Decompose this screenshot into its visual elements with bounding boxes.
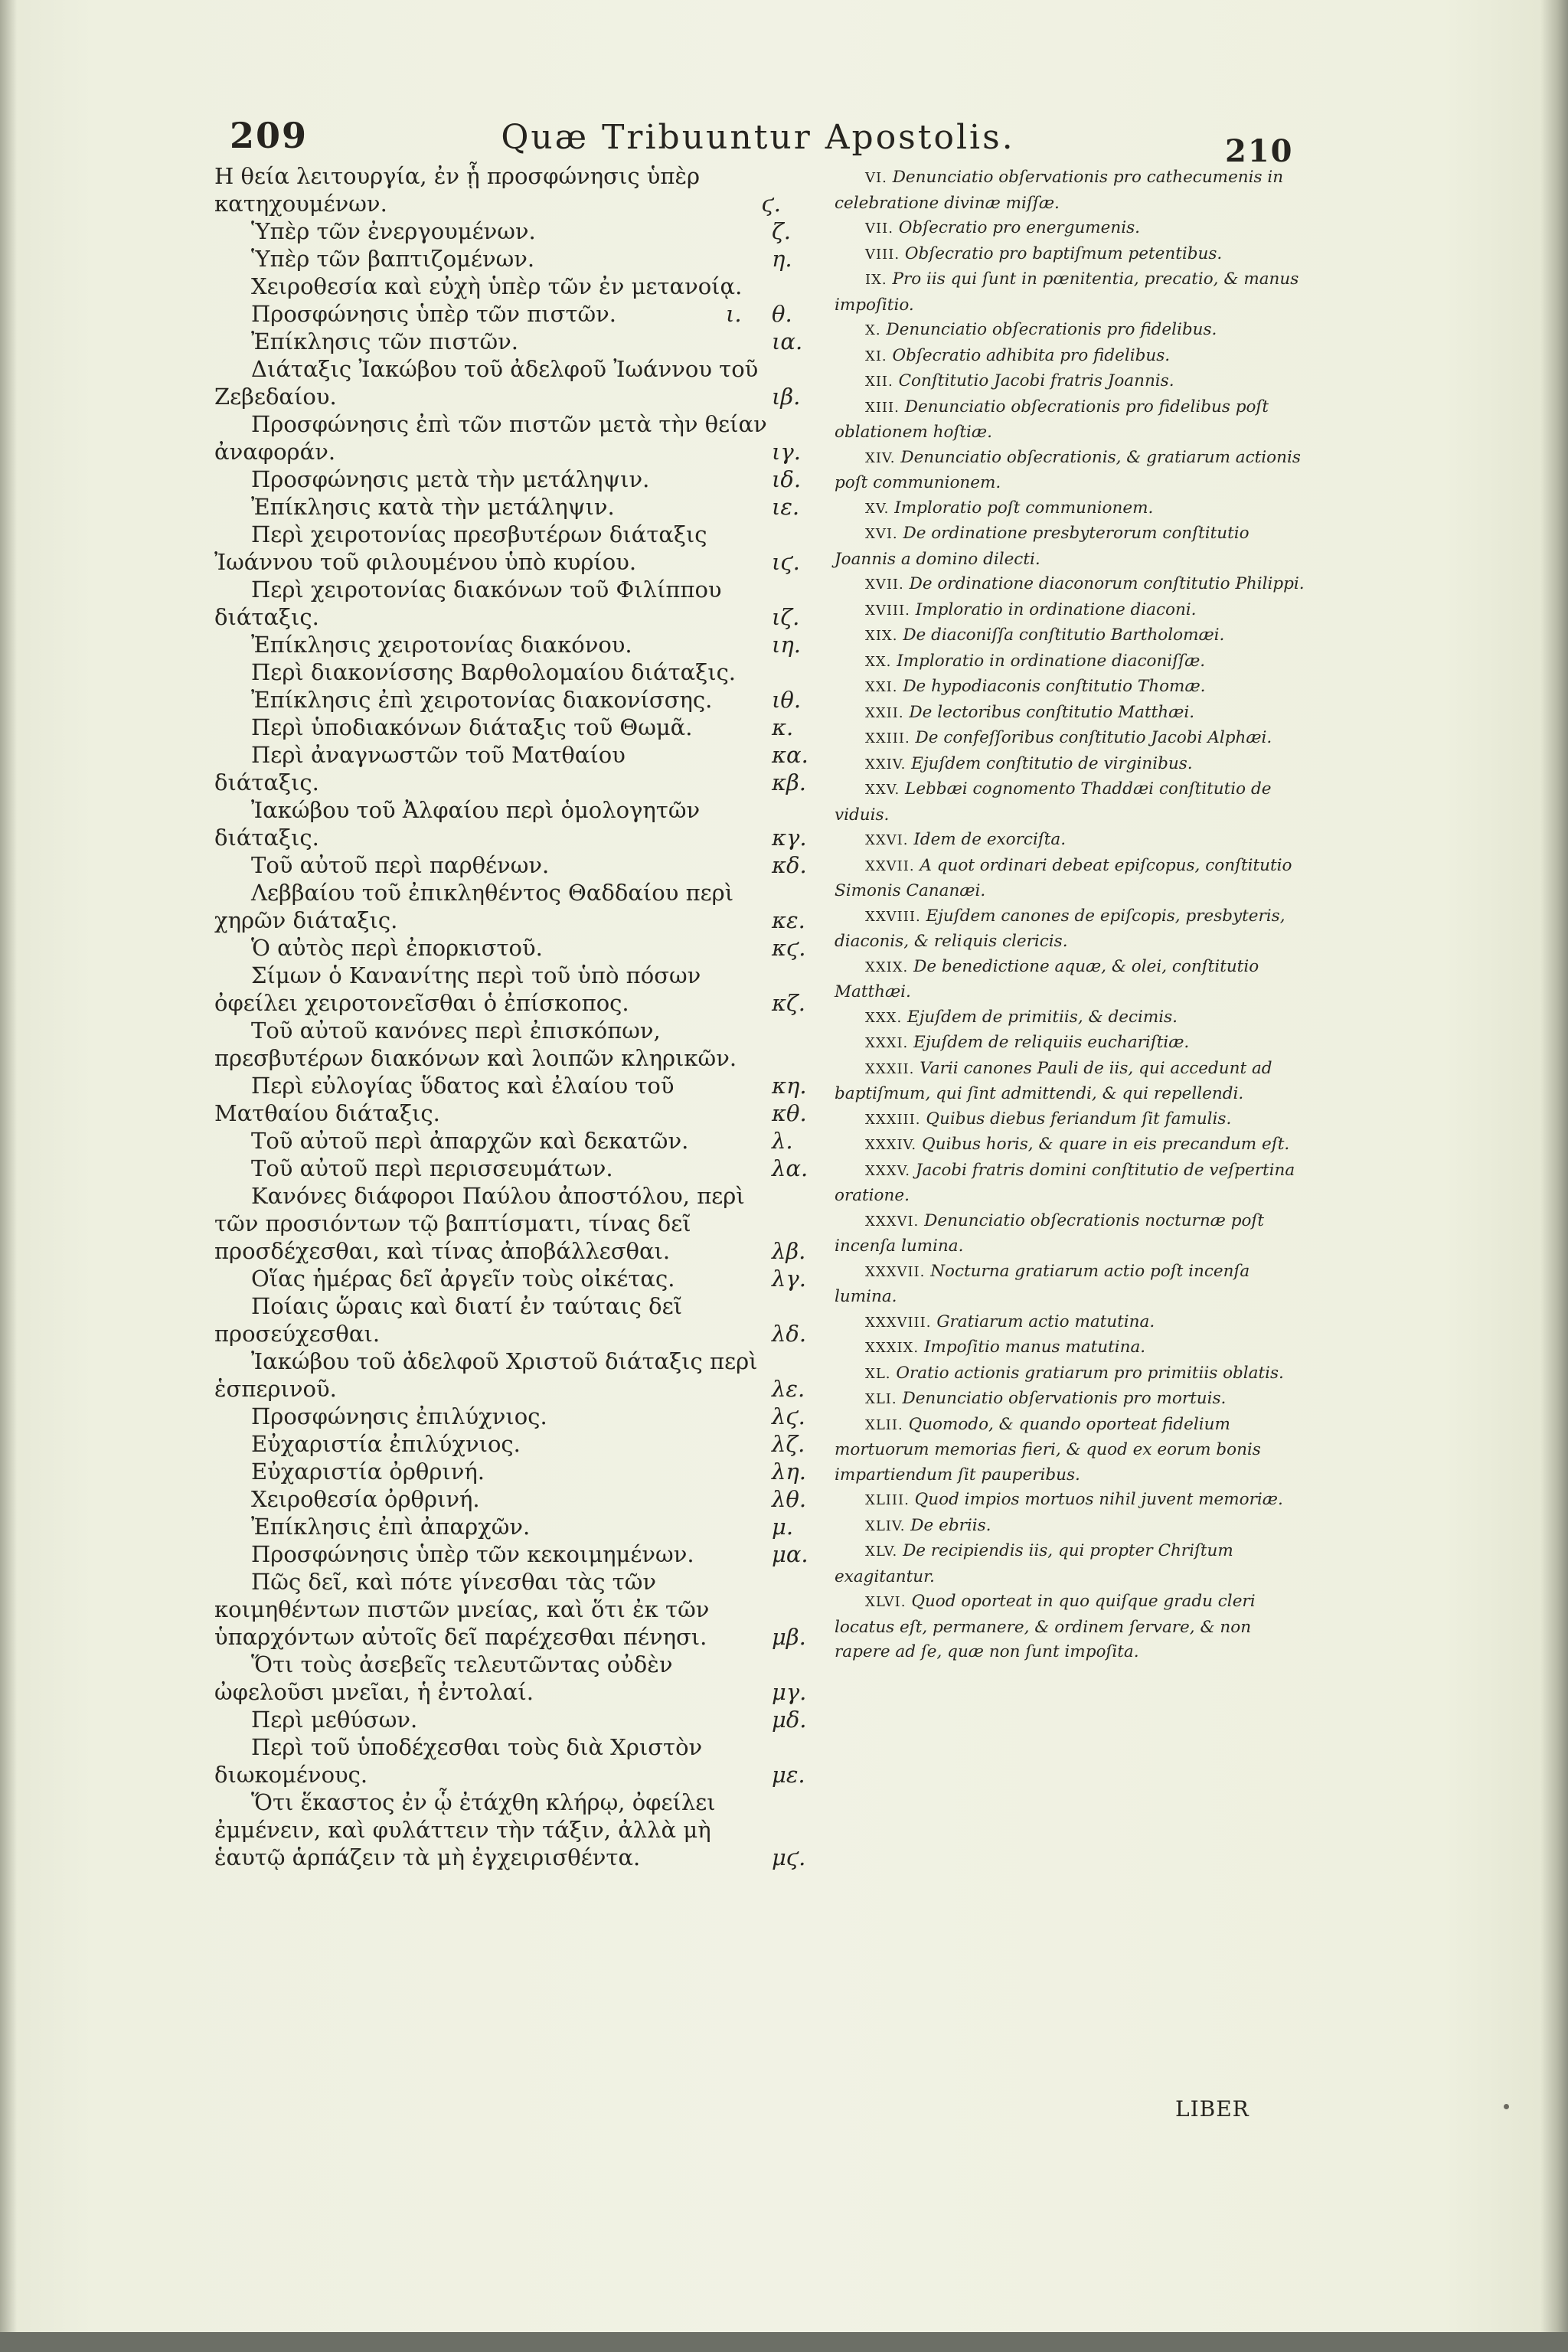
greek-entry-number: μδ. xyxy=(772,1707,807,1733)
greek-entry xyxy=(214,217,791,245)
greek-entry xyxy=(214,410,801,466)
latin-entry-text: Lebbæi cognomento Thaddæi conſtitutio de viduis. xyxy=(835,779,1272,825)
latin-entry xyxy=(835,623,1309,649)
greek-entry xyxy=(214,1568,806,1651)
greek-entry-number: μα. xyxy=(772,1541,808,1567)
latin-entry xyxy=(835,1031,1309,1057)
greek-entry xyxy=(214,1017,807,1099)
latin-entry-text: De hypodiaconis conſtitutio Thomæ. xyxy=(903,677,1206,696)
latin-entry xyxy=(835,752,1309,778)
latin-entry-number: XVIII. xyxy=(865,602,910,619)
greek-entry-text: Ἐπίκλησις χειροτονίας διακόνου. xyxy=(251,632,632,658)
page-edge xyxy=(1540,0,1568,2352)
latin-entry-text: Ejuſdem de reliquiis euchariſtiæ. xyxy=(913,1033,1190,1052)
latin-entry-number: XII. xyxy=(865,374,893,390)
latin-entry-number: XXXVII. xyxy=(865,1263,926,1280)
latin-entry xyxy=(835,1310,1309,1336)
greek-entry xyxy=(214,714,808,768)
latin-entry-text: Quibus horis, & quare in eis precandum eſt. xyxy=(921,1135,1290,1154)
greek-entry-text: Περὶ χειροτονίας πρεσβυτέρων διάταξις Ἰωάννου τοῦ φιλουμένου ὑπὸ κυρίου. xyxy=(214,521,707,575)
greek-entry-number: κβ. xyxy=(772,769,807,795)
greek-entry-number: κε. xyxy=(772,907,805,933)
greek-entry-number: ιη. xyxy=(772,632,801,658)
latin-entry-text: Denunciatio obſervationis pro cathecumenis in celebratione divinæ miſſæ. xyxy=(835,168,1284,213)
greek-entry xyxy=(214,1706,807,1733)
running-title: Quæ Tribuuntur Apostolis. xyxy=(501,118,1015,157)
latin-entry xyxy=(835,1209,1309,1259)
greek-entry-text: Ἐπίκλησις τῶν πιστῶν. xyxy=(251,328,518,354)
latin-entry-text: De diaconiſſa conſtitutio Bartholomæi. xyxy=(903,626,1225,645)
greek-entry-text: Εὐχαριστία ὀρθρινή. xyxy=(251,1459,485,1485)
greek-entry-number: λβ. xyxy=(772,1238,806,1264)
greek-entry-number: κζ. xyxy=(772,990,805,1016)
greek-entry-text: Ἰακώβου τοῦ Ἀλφαίου περὶ ὁμολογητῶν διάταξις. xyxy=(214,797,701,851)
latin-entry xyxy=(835,955,1309,1005)
latin-entry-number: XIV. xyxy=(865,449,896,466)
latin-entry xyxy=(835,598,1309,624)
greek-entry-text: Ἐπίκλησις ἐπὶ χειροτονίας διακονίσσης. xyxy=(251,687,713,713)
greek-entry-number: λη. xyxy=(772,1459,806,1485)
latin-entry-text: Ejuſdem conſtitutio de virginibus. xyxy=(911,753,1193,773)
greek-entry-text: Ἰακώβου τοῦ ἀδελφοῦ Χριστοῦ διάταξις περὶ ἑσπερινοῦ. xyxy=(214,1348,758,1402)
greek-entry xyxy=(214,576,800,631)
latin-entry-number: XLII. xyxy=(865,1416,903,1433)
latin-entry-text: Ejuſdem de primitiis, & decimis. xyxy=(907,1007,1178,1027)
greek-entry-number: ζ. xyxy=(772,218,791,244)
greek-entry-number: λ. xyxy=(772,1128,793,1154)
greek-entry-text: Προσφώνησις ὑπὲρ τῶν κεκοιμημένων. xyxy=(251,1541,694,1567)
greek-entry xyxy=(214,1292,807,1348)
greek-entry-number: με. xyxy=(772,1762,805,1788)
greek-entry xyxy=(214,962,805,1017)
latin-column xyxy=(835,165,1309,1665)
greek-entry-number: λε. xyxy=(772,1376,805,1402)
latin-entry xyxy=(835,242,1309,268)
greek-entry-number: κη. xyxy=(772,1073,807,1099)
latin-entry-text: A quot ordinari debeat epiſcopus, conſtitutio Simonis Cananæi. xyxy=(835,855,1292,900)
latin-entry-number: XXXVI. xyxy=(865,1213,920,1230)
greek-entry-text: Περὶ χειροτονίας διακόνων τοῦ Φιλίππου διάταξις. xyxy=(214,577,722,630)
latin-entry-text: De recipiendis iis, qui propter Chriſtum exagitantur. xyxy=(835,1541,1233,1586)
greek-entry-number: λα. xyxy=(772,1155,808,1181)
greek-entry xyxy=(214,466,802,493)
latin-entry-number: XXI. xyxy=(865,679,898,695)
greek-entry-text: Προσφώνησις μετὰ τὴν μετάληψιν. xyxy=(251,466,650,492)
greek-entry xyxy=(214,1348,805,1403)
greek-entry-number: λδ. xyxy=(772,1321,807,1347)
latin-entry-text: Obſecratio pro baptiſmum petentibus. xyxy=(904,243,1223,263)
greek-entry-text: Προσφώνησις ἐπιλύχνιος. xyxy=(251,1403,547,1429)
greek-entry xyxy=(214,934,806,962)
latin-entry-text: De ordinatione presbyterorum conſtitutio Joannis a domino dilecti. xyxy=(835,524,1250,569)
latin-entry-number: XIII. xyxy=(865,399,900,416)
greek-entry-text: Περὶ τοῦ ὑποδέχεσθαι τοὺς διὰ Χριστὸν διωκομένους. xyxy=(214,1734,703,1788)
greek-entry-text: Ὑπὲρ τῶν ἐνεργουμένων. xyxy=(251,218,536,244)
latin-entry-text: Quod oporteat in quo quiſque gradu cleri locatus eſt, permanere, & ordinem ſervare, & non rapere ad ſe, quæ non ſunt impoſita. xyxy=(835,1592,1256,1661)
latin-entry xyxy=(835,344,1309,370)
greek-entry-text: Περὶ ἀναγνωστῶν τοῦ Ματθαίου διάταξις. xyxy=(214,742,626,795)
greek-entry xyxy=(214,1485,807,1513)
greek-entry xyxy=(214,1155,808,1182)
latin-entry-text: Quibus diebus feriandum ſit famulis. xyxy=(926,1109,1232,1129)
latin-entry-number: X. xyxy=(865,322,881,338)
greek-entry-number: ϛ. xyxy=(761,191,781,217)
greek-entry-text: Χειροθεσία ὀρθρινή. xyxy=(251,1486,480,1512)
latin-entry-number: XVI. xyxy=(865,526,898,542)
latin-entry xyxy=(835,828,1309,854)
greek-entry-text: Ὁ αὐτὸς περὶ ἐπορκιστοῦ. xyxy=(251,935,543,961)
latin-entry xyxy=(835,267,1309,318)
latin-entry xyxy=(835,572,1309,598)
latin-entry-number: XXXV. xyxy=(865,1162,911,1179)
latin-entry-number: XXXII. xyxy=(865,1060,915,1077)
greek-entry-number: ιθ. xyxy=(772,687,802,713)
greek-entry xyxy=(214,879,805,934)
latin-entry-text: Varii canones Pauli de iis, qui accedunt ad baptiſmum, qui ſint admittendi, & qui repellendi. xyxy=(835,1058,1272,1103)
page-header xyxy=(0,115,1568,168)
latin-entry xyxy=(835,446,1309,496)
latin-entry-number: XXIX. xyxy=(865,959,909,975)
latin-entry-number: XXVII. xyxy=(865,858,915,874)
greek-entry-number: ιγ. xyxy=(772,439,801,465)
greek-entry-text: Περὶ εὐλογίας ὕδατος καὶ ἐλαίου τοῦ Ματθαίου διάταξις. xyxy=(214,1073,675,1126)
latin-entry-number: XIX. xyxy=(865,628,898,644)
latin-entry-text: Obſecratio pro energumenis. xyxy=(898,218,1141,237)
latin-entry-number: XXXI. xyxy=(865,1035,909,1051)
greek-entry-text: Ποίαις ὥραις καὶ διατί ἐν ταύταις δεῖ προσεύχεσθαι. xyxy=(214,1293,682,1347)
page-number-left: 209 xyxy=(230,115,309,156)
latin-entry xyxy=(835,726,1309,752)
greek-entry-number: ι. xyxy=(726,301,742,327)
latin-entry xyxy=(835,318,1309,344)
greek-entry-text: Κανόνες διάφοροι Παύλου ἀποστόλου, περὶ τῶν προσιόντων τῷ βαπτίσματι, τίνας δεῖ προσδέχεσθαι, καὶ τίνας ἀποβάλλεσθαι. xyxy=(214,1183,745,1264)
greek-entry-text: Η θεία λειτουργία, ἐν ᾗ προσφώνησις ὑπὲρ κατηχουμένων. xyxy=(214,163,701,217)
latin-entry-number: XLI. xyxy=(865,1391,897,1407)
greek-entry-text: Σίμων ὁ Κανανίτης περὶ τοῦ ὑπὸ πόσων ὀφείλει χειροτονεῖσθαι ὁ ἐπίσκοπος. xyxy=(214,962,701,1016)
greek-entry-number: ιζ. xyxy=(772,604,800,630)
latin-entry xyxy=(835,675,1309,701)
greek-entry-number: λθ. xyxy=(772,1486,807,1512)
latin-entry xyxy=(835,496,1309,522)
latin-entry-number: XLIV. xyxy=(865,1517,906,1534)
latin-entry xyxy=(835,1361,1309,1387)
latin-entry-text: De ebriis. xyxy=(910,1515,991,1535)
greek-entry-number: μβ. xyxy=(772,1624,806,1650)
latin-entry-text: De lectoribus conſtitutio Matthæi. xyxy=(909,702,1195,722)
greek-entry-number: κδ. xyxy=(772,852,807,878)
greek-entry xyxy=(214,1430,805,1458)
latin-entry xyxy=(835,1413,1309,1488)
latin-entry xyxy=(835,649,1309,675)
greek-entry xyxy=(214,1540,808,1568)
latin-entry-number: XV. xyxy=(865,500,890,517)
greek-entry-number: μ. xyxy=(772,1514,794,1540)
greek-entry-text: Χειροθεσία καὶ εὐχὴ ὑπὲρ τῶν ἐν μετανοίᾳ. xyxy=(251,273,743,299)
latin-entry-text: Quod impios mortuos nihil juvent memoriæ. xyxy=(914,1490,1283,1509)
greek-entry-number: κϛ. xyxy=(772,935,806,961)
greek-entry-text: Ὑπὲρ τῶν βαπτιζομένων. xyxy=(251,246,535,272)
catchword: LIBER xyxy=(1175,2096,1250,2122)
latin-entry-text: Impoſitio manus matutina. xyxy=(923,1338,1146,1357)
latin-entry-text: Pro iis qui ſunt in pœnitentia, precatio, & manus impoſitio. xyxy=(835,270,1299,315)
latin-entry-number: XLIII. xyxy=(865,1492,910,1508)
latin-entry xyxy=(835,701,1309,727)
latin-entry-number: VII. xyxy=(865,220,893,237)
greek-entry-number: λϛ. xyxy=(772,1403,805,1429)
latin-entry-number: XXVIII. xyxy=(865,908,921,925)
greek-entry xyxy=(214,521,800,576)
latin-entry-text: De benedictione aquæ, & olei, conſtitutio Matthæi. xyxy=(835,956,1259,1001)
latin-entry-text: Conſtitutio Jacobi fratris Joannis. xyxy=(898,371,1174,390)
latin-entry xyxy=(835,1158,1309,1209)
latin-entry xyxy=(835,1488,1309,1514)
greek-entry-number: θ. xyxy=(772,301,792,327)
greek-entry-text: Λεββαίου τοῦ ἐπικληθέντος Θαδδαίου περὶ χηρῶν διάταξις. xyxy=(214,880,734,933)
greek-entry-number: κθ. xyxy=(772,1100,807,1126)
greek-entry-text: Ἐπίκλησις ἐπὶ ἀπαρχῶν. xyxy=(251,1514,531,1540)
latin-entry-number: XLVI. xyxy=(865,1594,906,1610)
greek-entry xyxy=(214,162,781,217)
latin-entry-text: Nocturna gratiarum actio poſt incenſa lumina. xyxy=(835,1261,1250,1306)
latin-entry xyxy=(835,1589,1309,1665)
greek-entry-text: Περὶ μεθύσων. xyxy=(251,1707,418,1733)
greek-entry-text: Προσφώνησις ἐπὶ τῶν πιστῶν μετὰ τὴν θείαν ἀναφοράν. xyxy=(214,411,767,465)
latin-entry xyxy=(835,216,1309,242)
latin-entry-number: XXXIX. xyxy=(865,1340,920,1356)
latin-entry-number: XXXIII. xyxy=(865,1111,921,1128)
greek-entry xyxy=(214,1733,805,1788)
greek-entry-number: κα. xyxy=(772,742,808,768)
latin-entry-text: Denunciatio obſervationis pro mortuis. xyxy=(902,1389,1227,1408)
greek-entry-text: Ὅτι τοὺς ἀσεβεῖς τελευτῶντας οὐδὲν ὠφελοῦσι μνεῖαι, ἡ ἐντολαί. xyxy=(214,1651,673,1705)
latin-entry xyxy=(835,369,1309,395)
greek-entry xyxy=(214,796,807,851)
bottom-edge xyxy=(0,2332,1568,2352)
latin-entry xyxy=(835,1335,1309,1361)
greek-entry-text: Εὐχαριστία ἐπιλύχνιος. xyxy=(251,1431,521,1457)
latin-entry-text: Gratiarum actio matutina. xyxy=(936,1312,1155,1331)
latin-entry-number: VI. xyxy=(865,170,887,186)
latin-entry xyxy=(835,1387,1309,1413)
greek-entry-number: λγ. xyxy=(772,1266,806,1292)
page-number-right: 210 xyxy=(1225,133,1294,169)
latin-entry-text: Denunciatio obſecrationis pro fidelibus. xyxy=(886,320,1217,339)
latin-entry xyxy=(835,777,1309,828)
greek-entry-text: Περὶ διακονίσσης Βαρθολομαίου διάταξις. xyxy=(251,659,737,685)
latin-entry xyxy=(835,1005,1309,1031)
latin-entry-text: Denunciatio obſecrationis, & gratiarum actionis poſt communionem. xyxy=(835,447,1301,492)
latin-entry-text: Quomodo, & quando oporteat fidelium mortuorum memorias fieri, & quod ex eorum bonis impartiendum ſit pauperibus. xyxy=(835,1414,1261,1485)
greek-entry-text: Τοῦ αὐτοῦ περὶ ἀπαρχῶν καὶ δεκατῶν. xyxy=(251,1128,689,1154)
latin-entry-number: XXII. xyxy=(865,704,904,721)
latin-entry xyxy=(835,1539,1309,1589)
greek-entry xyxy=(214,631,801,658)
greek-entry xyxy=(214,1651,807,1706)
greek-entry xyxy=(214,1788,806,1871)
latin-entry-text: Imploratio poſt communionem. xyxy=(894,498,1154,518)
greek-entry-number: μγ. xyxy=(772,1679,807,1705)
greek-entry xyxy=(214,493,800,521)
latin-entry-text: Oratio actionis gratiarum pro primitiis oblatis. xyxy=(896,1363,1284,1383)
greek-entry-number: λζ. xyxy=(772,1431,805,1457)
latin-entry-text: Ejuſdem canones de epiſcopis, presbyteris, diaconis, & reliquis clericis. xyxy=(835,906,1285,951)
greek-entry xyxy=(214,851,807,879)
greek-entry-text: Τοῦ αὐτοῦ περὶ περισσευμάτων. xyxy=(251,1155,613,1181)
latin-entry-number: XXIII. xyxy=(865,730,910,746)
greek-entry-text: Τοῦ αὐτοῦ περὶ παρθένων. xyxy=(251,852,550,878)
greek-entry-text: Προσφώνησις ὑπὲρ τῶν πιστῶν. xyxy=(251,301,616,327)
greek-entry xyxy=(214,328,803,355)
latin-entry-text: Denunciatio obſecrationis nocturnæ poſt incenſa lumina. xyxy=(835,1210,1265,1256)
greek-entry xyxy=(214,245,792,273)
latin-entry-number: VIII. xyxy=(865,246,900,263)
greek-entry-number: ια. xyxy=(772,328,803,354)
latin-entry-number: XXVI. xyxy=(865,832,909,848)
latin-entry xyxy=(835,1259,1309,1310)
greek-entry-number: ιε. xyxy=(772,494,800,520)
ink-speck xyxy=(1504,2104,1509,2109)
latin-entry-text: Obſecratio adhibita pro fidelibus. xyxy=(892,345,1171,365)
greek-entry-number: ιδ. xyxy=(772,466,802,492)
latin-entry-text: De confeſſoribus conſtitutio Jacobi Alphæi. xyxy=(915,728,1272,747)
latin-entry-number: XXV. xyxy=(865,782,900,798)
latin-entry-text: Imploratio in ordinatione diaconi. xyxy=(915,599,1197,619)
greek-entry-text: Ὅτι ἕκαστος ἐν ᾧ ἐτάχθη κλήρῳ, ὀφείλει ἐμμένειν, καὶ φυλάττειν τὴν τάξιν, ἀλλὰ μὴ ἑαυτῷ ἁρπάζειν τὰ μὴ ἐγχειρισθέντα. xyxy=(214,1789,716,1870)
greek-entry-text: Περὶ ὑποδιακόνων διάταξις τοῦ Θωμᾶ. xyxy=(251,714,693,740)
latin-entry-text: Denunciatio obſecrationis pro fidelibus poſt oblationem hoſtiæ. xyxy=(835,397,1269,442)
greek-entry-number: κ. xyxy=(772,714,794,740)
latin-entry-text: Idem de exorciſta. xyxy=(913,830,1067,849)
greek-entry-number: κγ. xyxy=(772,825,807,851)
greek-entry-text: Πῶς δεῖ, καὶ πότε γίνεσθαι τὰς τῶν κοιμηθέντων πιστῶν μνείας, καὶ ὅτι ἐκ τῶν ὑπαρχόντων αὐτοῖς δεῖ παρέχεσθαι πένησι. xyxy=(214,1569,710,1650)
greek-entry xyxy=(214,1127,793,1155)
latin-entry-text: Imploratio in ordinatione diaconiſſæ. xyxy=(897,651,1206,671)
latin-entry xyxy=(835,1057,1309,1107)
greek-entry-number: ιϛ. xyxy=(772,549,800,575)
latin-entry xyxy=(835,395,1309,446)
latin-entry-number: IX. xyxy=(865,272,887,288)
latin-entry xyxy=(835,904,1309,955)
greek-entry-text: Ἐπίκλησις κατὰ τὴν μετάληψιν. xyxy=(251,494,615,520)
greek-entry-text: Διάταξις Ἰακώβου τοῦ ἀδελφοῦ Ἰωάννου τοῦ Ζεβεδαίου. xyxy=(214,356,759,410)
latin-entry xyxy=(835,1107,1309,1133)
latin-entry-number: XVII. xyxy=(865,577,904,593)
gutter-shadow xyxy=(0,0,17,2352)
greek-entry xyxy=(214,1182,806,1265)
latin-entry-text: Jacobi fratris domini conſtitutio de veſpertina oratione. xyxy=(835,1160,1295,1205)
latin-entry-number: XL. xyxy=(865,1365,891,1382)
greek-entry xyxy=(214,1513,794,1540)
latin-entry-number: XI. xyxy=(865,348,887,364)
latin-entry xyxy=(835,854,1309,904)
greek-entry xyxy=(214,300,792,328)
latin-entry-number: XXXVIII. xyxy=(865,1314,932,1331)
greek-entry xyxy=(214,1403,805,1430)
greek-entry-number: η. xyxy=(772,246,792,272)
greek-entry xyxy=(214,355,801,410)
greek-column xyxy=(214,162,808,1871)
greek-entry xyxy=(214,1458,806,1485)
latin-entry-number: XXX. xyxy=(865,1009,903,1026)
greek-entry xyxy=(214,1265,806,1292)
latin-entry xyxy=(835,1514,1309,1540)
latin-entry xyxy=(835,1132,1309,1158)
greek-entry-text: Τοῦ αὐτοῦ κανόνες περὶ ἐπισκόπων, πρεσβυτέρων διακόνων καὶ λοιπῶν κληρικῶν. xyxy=(214,1018,737,1071)
greek-entry-number: μϛ. xyxy=(772,1844,806,1870)
latin-entry-number: XLV. xyxy=(865,1544,898,1560)
latin-entry-number: XXXIV. xyxy=(865,1137,917,1153)
latin-entry-number: XX. xyxy=(865,653,892,670)
latin-entry xyxy=(835,521,1309,572)
latin-entry-number: XXIV. xyxy=(865,756,906,773)
greek-entry-text: Οἵας ἡμέρας δεῖ ἀργεῖν τοὺς οἰκέτας. xyxy=(251,1266,675,1292)
latin-entry xyxy=(835,165,1309,216)
greek-entry-number: ιβ. xyxy=(772,384,801,410)
latin-entry-text: De ordinatione diaconorum conſtitutio Philippi. xyxy=(909,574,1305,593)
